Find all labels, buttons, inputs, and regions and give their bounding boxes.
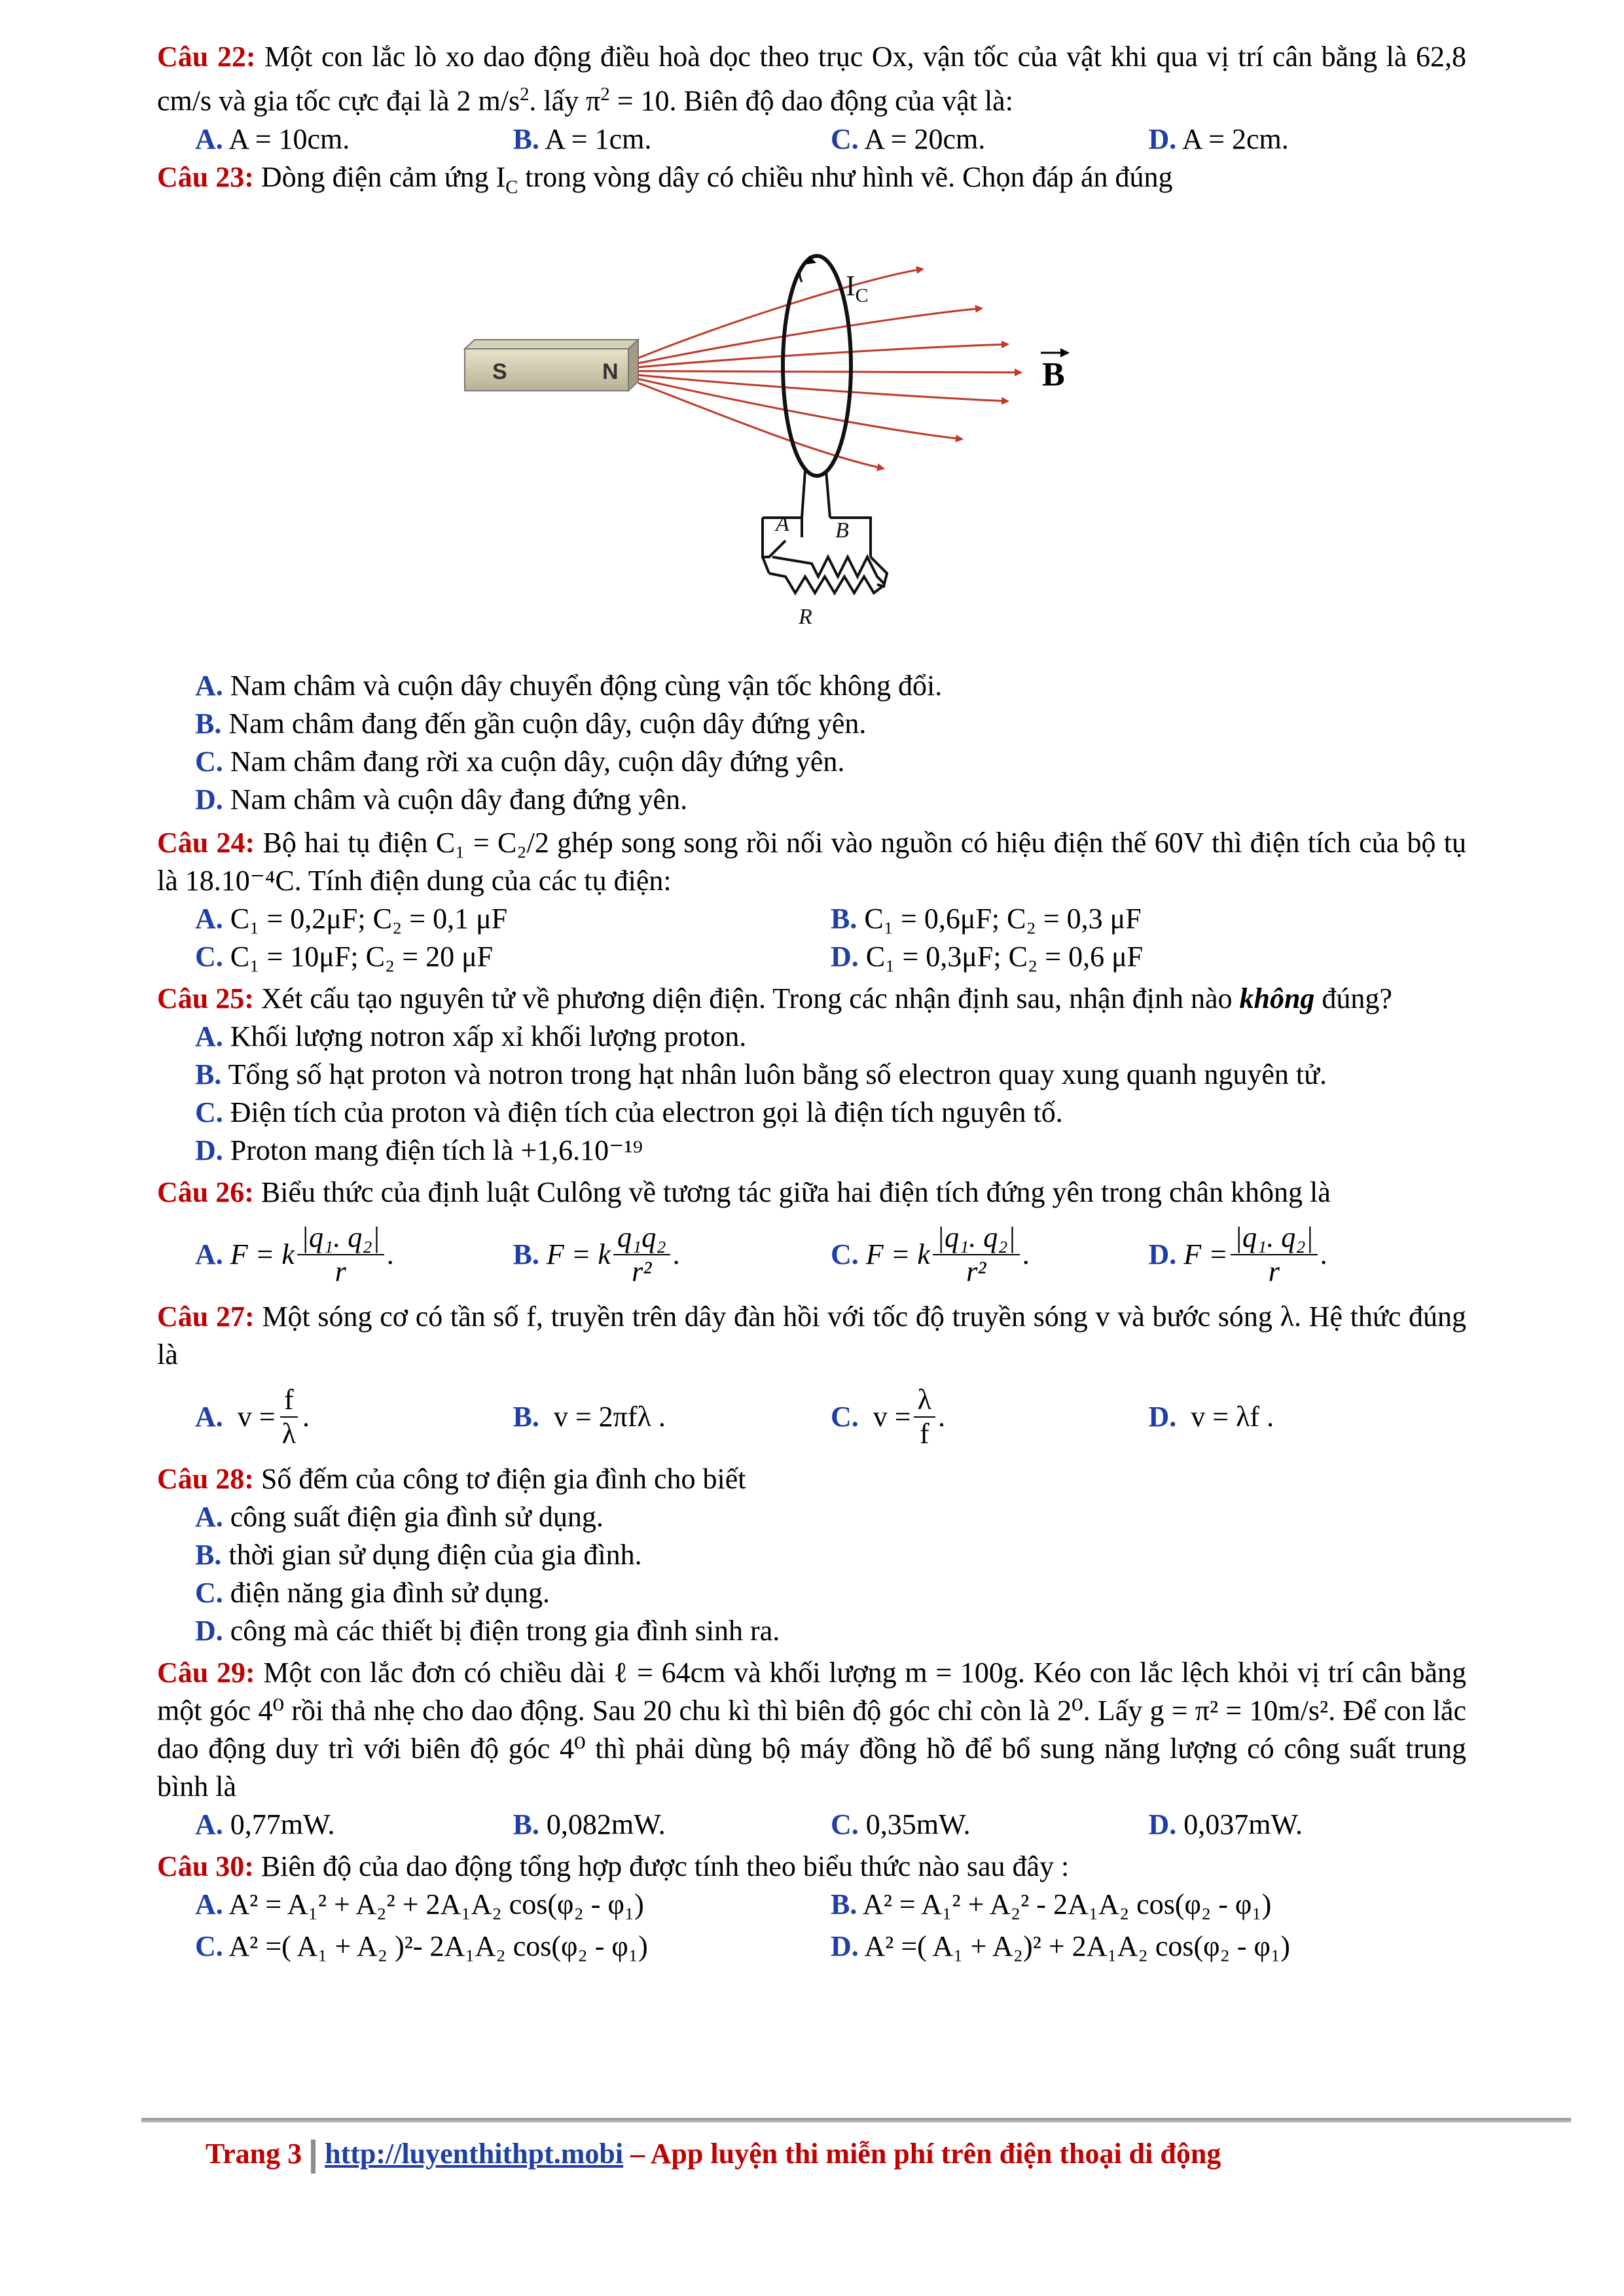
options-24-row2: [157, 938, 1466, 976]
option-a[interactable]: A. Khối lượng notron xấp xỉ khối lượng proton.: [195, 1020, 747, 1053]
option-d[interactable]: D. 0,037mW.: [1148, 1808, 1303, 1841]
option-d[interactable]: D. Proton mang điện tích là +1,6.10⁻¹⁹: [195, 1134, 643, 1167]
question-23: Câu 23: Dòng điện cảm ứng $I_C$ trong vòng dây có chiều như hình vẽ. Chọn đáp án đúng: [157, 160, 1173, 198]
footer-divider: [141, 2118, 1571, 2123]
options-26: [157, 1215, 1466, 1294]
options-29: [157, 1806, 1466, 1844]
bar-magnet: [465, 340, 638, 391]
question-27: Câu 27: Một sóng cơ có tần số f, truyền trên dây đàn hồi với tốc độ truyền sóng v và bước sóng λ. Hệ thức đúng là: [157, 1300, 1466, 1371]
terminal-b-label: B: [835, 518, 849, 543]
question-label: Câu 30:: [157, 1850, 254, 1883]
option-d[interactable]: D. Nam châm và cuộn dây đang đứng yên.: [195, 783, 688, 816]
options-24-row1: [157, 900, 1466, 938]
option-b[interactable]: B. A² = A₁² + A₂² - 2A₁A₂ cos(φ₂ - φ₁): [831, 1888, 1272, 1921]
option-c[interactable]: C. C₁ = 10μF; C₂ = 20 μF: [195, 941, 494, 973]
options-30-row2: [157, 1928, 1466, 1965]
question-22: Câu 22: Một con lắc lò xo dao động điều hoà dọc theo trục Ox, vận tốc của vật khi qua vị trí cân bằng là 62,8 cm/s và gia tốc cực đại là 2 $m/s^2$. lấy $\pi^2 = 10$. Biên độ dao động của vật là:: [157, 41, 1466, 117]
option-a[interactable]: A. A = 10cm.: [195, 122, 350, 155]
question-label: Câu 24:: [157, 827, 255, 859]
question-label: Câu 26:: [157, 1176, 254, 1209]
field-lines: [638, 269, 1021, 469]
options-30-row1: [157, 1886, 1466, 1924]
question-label: Câu 27:: [157, 1300, 255, 1333]
magnet-s-label: S: [492, 359, 507, 385]
footer-link[interactable]: http://luyenthithpt.mobi: [325, 2138, 624, 2170]
question-30: Câu 30: Biên độ của dao động tổng hợp được tính theo biểu thức nào sau đây :: [157, 1850, 1070, 1883]
option-c[interactable]: C. Nam châm đang rời xa cuộn dây, cuộn dây đứng yên.: [195, 745, 845, 778]
option-c[interactable]: C. điện năng gia đình sử dụng.: [195, 1577, 550, 1609]
footer-text: [206, 2135, 1221, 2174]
option-a[interactable]: A. A² = A₁² + A₂² + 2A₁A₂ cos(φ₂ - φ₁): [195, 1888, 644, 1921]
option-c[interactable]: C. v = $\frac{\lambda}{f}$ .: [831, 1384, 945, 1450]
question-label: Câu 22:: [157, 41, 256, 73]
page-number: Trang 3: [206, 2138, 302, 2170]
terminal-a-label: A: [776, 512, 789, 537]
ic-label: $I_C$: [846, 270, 869, 307]
page-footer: [141, 2118, 1571, 2170]
option-a[interactable]: A. 0,77mW.: [195, 1808, 335, 1841]
option-d[interactable]: D. A = 2cm.: [1148, 122, 1289, 155]
option-b[interactable]: B. A = 1cm.: [513, 122, 652, 155]
option-b[interactable]: B. 0,082mW.: [513, 1808, 666, 1841]
option-b[interactable]: B. C₁ = 0,6μF; C₂ = 0,3 μF: [831, 903, 1142, 935]
question-29: Câu 29: Một con lắc đơn có chiều dài ℓ = 64cm và khối lượng m = 100g. Kéo con lắc lệch khỏi vị trí cân bằng một góc 4⁰ rồi thả nhẹ cho dao động. Sau 20 chu kì thì biên độ góc chỉ còn là 2⁰. Lấy g = π² = 10m/s². Để con lắc dao động duy trì với biên độ góc 4⁰ thì phải dùng bộ máy đồng hồ để bổ sung năng lượng có công suất trung bình là: [157, 1657, 1466, 1803]
exam-page: [157, 38, 1466, 1965]
magnet-coil-figure: [157, 210, 1466, 662]
question-24: Câu 24: Bộ hai tụ điện C₁ = C₂/2 ghép song song rồi nối vào nguồn có hiệu điện thế 60V thì điện tích của bộ tụ là 18.10⁻⁴C. Tính điện dung của các tụ điện:: [157, 827, 1467, 897]
option-d[interactable]: D. v = λf .: [1148, 1401, 1274, 1433]
question-25: Câu 25: Xét cấu tạo nguyên tử về phương diện điện. Trong các nhận định sau, nhận định nào không đúng?: [157, 982, 1392, 1015]
option-a[interactable]: A. công suất điện gia đình sử dụng.: [195, 1501, 604, 1534]
question-label: Câu 23:: [157, 160, 254, 193]
b-vector-label: [1041, 353, 1068, 393]
magnet-coil-diagram: [157, 210, 1466, 662]
option-a[interactable]: A. C₁ = 0,2μF; C₂ = 0,1 μF: [195, 903, 508, 935]
option-a[interactable]: A. v = $\frac{f}{\lambda}$ .: [195, 1384, 310, 1450]
question-28: Câu 28: Số đếm của công tơ điện gia đình cho biết: [157, 1463, 746, 1496]
footer-tagline: – App luyện thi miễn phí trên điện thoại di động: [623, 2138, 1221, 2170]
options-22: [157, 120, 1466, 158]
option-d[interactable]: D. F = $\frac{\text{|q₁. q₂|}}{r}$ .: [1148, 1221, 1327, 1288]
footer-separator: [311, 2140, 316, 2174]
question-label: Câu 29:: [157, 1657, 255, 1689]
option-b[interactable]: B. Nam châm đang đến gần cuộn dây, cuộn dây đứng yên.: [195, 708, 867, 740]
option-c[interactable]: C. F = k $\frac{\text{|q₁. q₂|}}{\text{r²}}$ .: [831, 1221, 1030, 1288]
option-b[interactable]: B. thời gian sử dụng điện của gia đình.: [195, 1539, 642, 1571]
option-b[interactable]: B. v = 2πfλ .: [513, 1401, 666, 1433]
resistor-r-label: R: [799, 605, 812, 630]
question-26: Câu 26: Biểu thức của định luật Culông về tương tác giữa hai điện tích đứng yên trong chân không là: [157, 1176, 1331, 1209]
option-c[interactable]: C. A² =( A₁ + A₂ )²- 2A₁A₂ cos(φ₂ - φ₁): [195, 1930, 648, 1963]
options-27: [157, 1378, 1466, 1456]
option-c[interactable]: C. 0,35mW.: [831, 1808, 971, 1841]
question-label: Câu 28:: [157, 1463, 254, 1496]
svg-text:B: B: [1042, 356, 1065, 394]
option-d[interactable]: D. A² =( A₁ + A₂)² + 2A₁A₂ cos(φ₂ - φ₁): [831, 1930, 1290, 1963]
option-b[interactable]: B. F = k $\frac{\text{q₁q₂}}{\text{r²}}$ .: [513, 1221, 680, 1288]
option-b[interactable]: B. Tổng số hạt proton và notron trong hạt nhân luôn bằng số electron quay xung quanh nguyên tử.: [195, 1058, 1327, 1091]
option-d[interactable]: D. công mà các thiết bị điện trong gia đình sinh ra.: [195, 1615, 780, 1647]
option-c[interactable]: C. A = 20cm.: [831, 122, 986, 155]
option-d[interactable]: D. C₁ = 0,3μF; C₂ = 0,6 μF: [831, 941, 1144, 973]
magnet-n-label: N: [602, 359, 619, 385]
option-a[interactable]: A. F = k $\frac{\text{|q₁. q₂|}}{r}$ .: [195, 1221, 394, 1288]
option-a[interactable]: A. Nam châm và cuộn dây chuyển động cùng vận tốc không đổi.: [195, 670, 943, 702]
option-c[interactable]: C. Điện tích của proton và điện tích của electron gọi là điện tích nguyên tố.: [195, 1096, 1063, 1129]
question-label: Câu 25:: [157, 982, 254, 1015]
